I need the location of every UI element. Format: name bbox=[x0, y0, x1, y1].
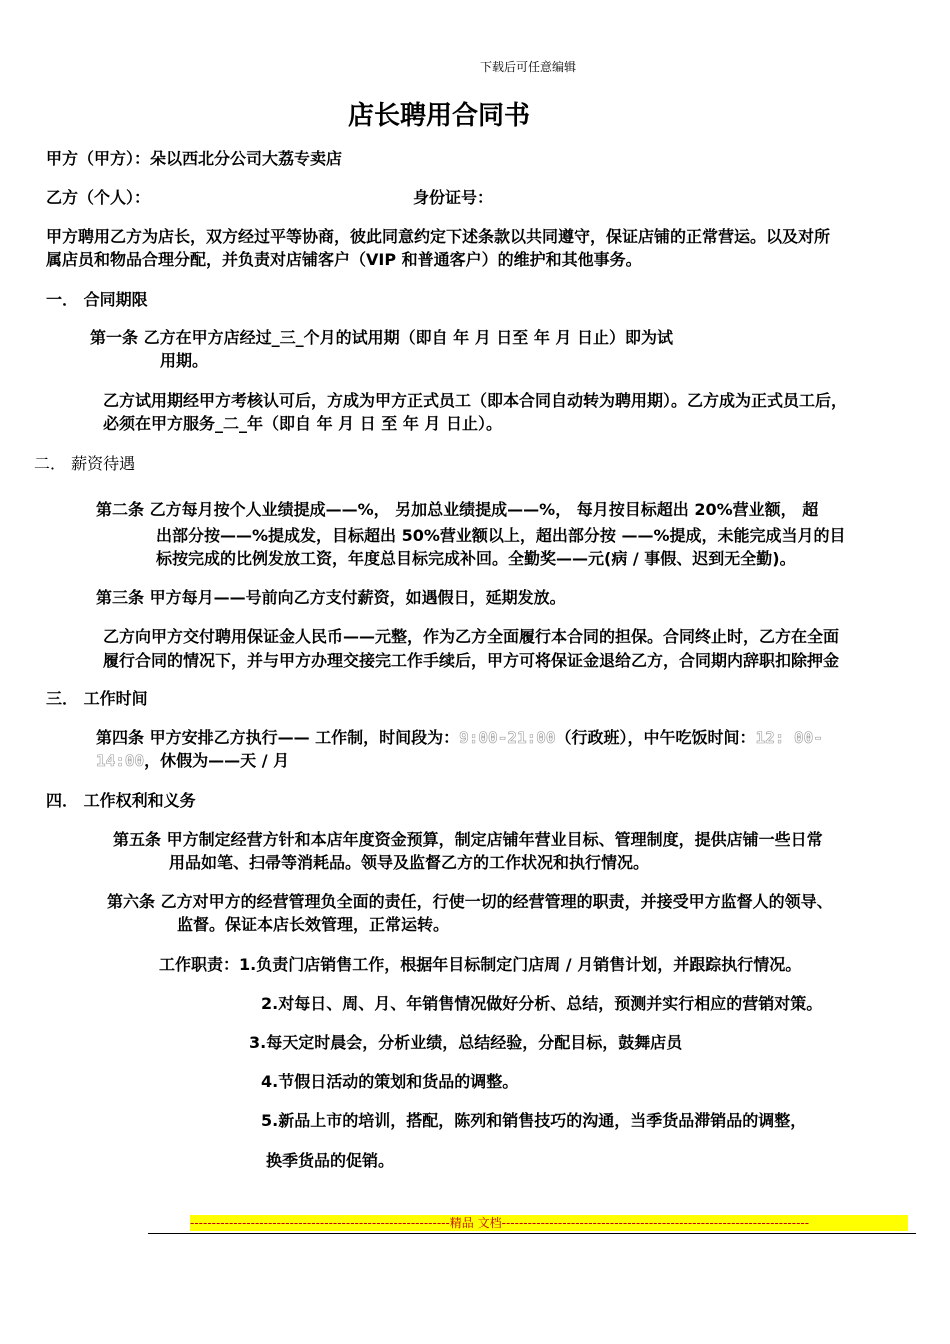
party-a: 甲方（甲方）：朵以西北分公司大荔专卖店 bbox=[46, 149, 343, 168]
deposit-paragraph-line-2: 履行合同的情况下，并与甲方办理交接完工作手续后，甲方可将保证金退给乙方，合同期内辞职扣除押金 bbox=[103, 651, 840, 670]
article-4-line-2 bbox=[96, 750, 289, 772]
article-1-line-2: 用期。 bbox=[160, 351, 209, 370]
article-4-text-c: ，休假为——天 / 月 bbox=[144, 751, 290, 770]
id-number-label: 身份证号： bbox=[413, 188, 494, 207]
probation-paragraph-line-2: 必须在甲方服务_二_年（即自 年 月 日 至 年 月 日止）。 bbox=[103, 414, 502, 433]
document-title: 店长聘用合同书 bbox=[348, 101, 531, 131]
duty-4: 4.节假日活动的策划和货品的调整。 bbox=[261, 1072, 519, 1091]
article-6-line-1: 第六条 乙方对甲方的经营管理负全面的责任，行使一切的经营管理的职责，并接受甲方监督人的领导、 bbox=[107, 892, 833, 911]
work-hours: 9:00-21:00 bbox=[459, 728, 556, 747]
article-2-line-1: 第二条 乙方每月按个人业绩提成——%， 另加总业绩提成——%， 每月按目标超出 20%营业额， 超 bbox=[96, 500, 819, 519]
article-2-line-2: 出部分按——%提成发，目标超出 50%营业额以上，超出部分按 ——%提成，未能完成当月的目 bbox=[156, 526, 846, 545]
article-1-line-1: 第一条 乙方在甲方店经过_三_个月的试用期（即自 年 月 日至 年 月 日止）即为试 bbox=[90, 328, 673, 347]
party-b: 乙方（个人）： bbox=[46, 188, 151, 207]
footer-divider bbox=[148, 1233, 916, 1234]
section-2-heading: 二． 薪资待遇 bbox=[34, 454, 136, 473]
duty-6: 换季货品的促销。 bbox=[266, 1151, 395, 1170]
probation-paragraph-line-1: 乙方试用期经甲方考核认可后，方成为甲方正式员工（即本合同自动转为聘用期）。乙方成为正式员工后， bbox=[103, 391, 848, 410]
article-2-line-3: 标按完成的比例发放工资，年度总目标完成补回。全勤奖——元(病 / 事假、迟到无全勤)。 bbox=[156, 549, 796, 568]
intro-line-1: 甲方聘用乙方为店长，双方经过平等协商，彼此同意约定下述条款以共同遵守，保证店铺的正常营运。以及对所 bbox=[46, 227, 831, 246]
article-4-text-b: （行政班），中午吃饭时间： bbox=[555, 728, 756, 747]
article-3: 第三条 甲方每月——号前向乙方支付薪资，如遇假日，延期发放。 bbox=[96, 588, 566, 607]
article-5-line-2: 用品如笔、扫帚等消耗品。领导及监督乙方的工作状况和执行情况。 bbox=[169, 853, 650, 872]
duty-1: 工作职责：1.负责门店销售工作，根据年目标制定门店周 / 月销售计划，并跟踪执行情况。 bbox=[159, 955, 802, 974]
article-5-line-1: 第五条 甲方制定经营方针和本店年度资金预算，制定店铺年营业目标、管理制度，提供店铺一些日常 bbox=[113, 830, 823, 849]
duty-2: 2.对每日、周、月、年销售情况做好分析、总结，预测并实行相应的营销对策。 bbox=[261, 994, 823, 1013]
header-note: 下载后可任意编辑 bbox=[480, 60, 577, 74]
section-4-heading: 四． 工作权利和义务 bbox=[46, 791, 196, 810]
article-6-line-2: 监督。保证本店长效管理，正常运转。 bbox=[177, 915, 450, 934]
intro-line-2: 属店员和物品合理分配，并负责对店铺客户（VIP 和普通客户）的维护和其他事务。 bbox=[46, 250, 642, 269]
lunch-end: 14:00 bbox=[96, 751, 145, 770]
duty-5: 5.新品上市的培训，搭配，陈列和销售技巧的沟通，当季货品滞销品的调整， bbox=[261, 1111, 807, 1130]
article-4-line-1 bbox=[96, 727, 823, 749]
duty-3: 3.每天定时晨会，分析业绩，总结经验，分配目标，鼓舞店员 bbox=[249, 1033, 683, 1052]
section-1-heading: 一． 合同期限 bbox=[46, 290, 148, 309]
article-4-text-a: 第四条 甲方安排乙方执行—— 工作制，时间段为： bbox=[96, 728, 460, 747]
lunch-start: 12: 00- bbox=[755, 728, 823, 747]
section-3-heading: 三． 工作时间 bbox=[46, 689, 148, 708]
footer-banner: ------------------------------------------------------------精品 文档----------------------------------------------------------------------- bbox=[190, 1215, 908, 1231]
deposit-paragraph-line-1: 乙方向甲方交付聘用保证金人民币——元整，作为乙方全面履行本合同的担保。合同终止时，乙方在全面 bbox=[103, 627, 840, 646]
